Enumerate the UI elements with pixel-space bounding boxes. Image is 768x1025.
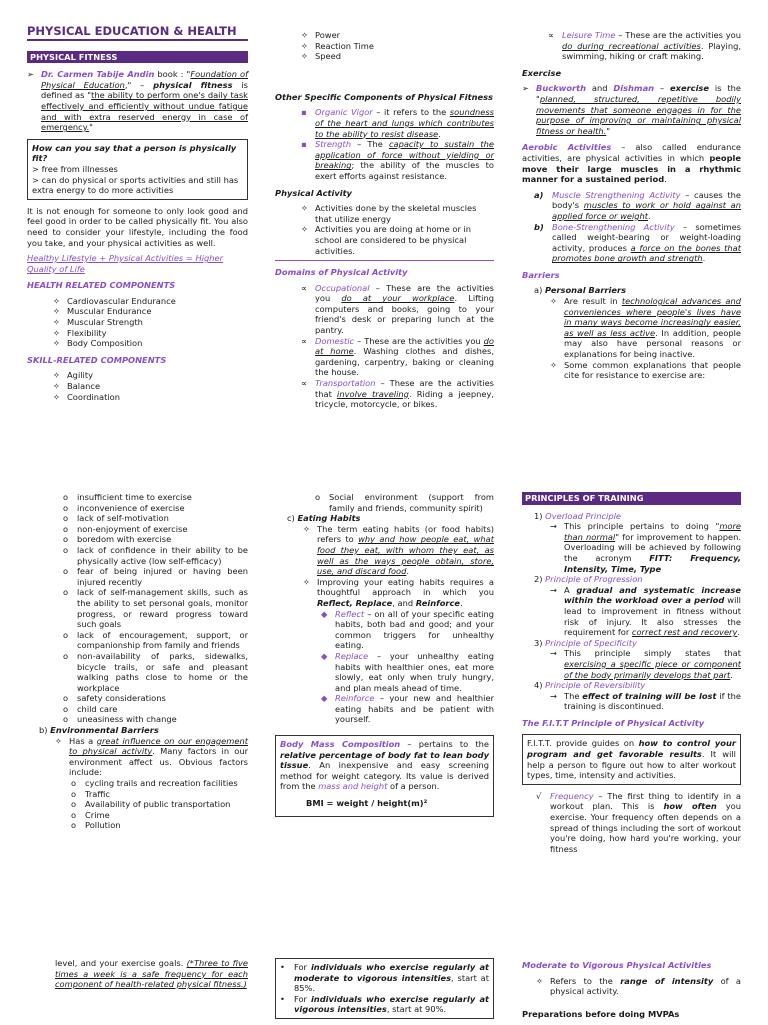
column-top-middle [275, 30, 494, 410]
list-item: o child care [63, 703, 118, 714]
environmental-barriers: b) Environmental Barriers ✧ Has a great influence on our engagement to physical activity. Many factors in our environment affect us. Obvious factors include: o cycling trails and recreation facilities o Traffic o Availability of public transportation o Crime o Pollution [39, 725, 249, 831]
mvpa-heading: Moderate to Vigorous Physical Activities [522, 960, 712, 970]
list-item: ✧ The term eating habits (or food habits) refers to why and how people eat, what food they eat, with whom they eat, as well as the ways people obtain, store, use, and discard food. [303, 523, 494, 577]
list-item: o Social environment (support from family and friends, community spirit) [315, 492, 494, 513]
list-item: o non-availability of parks, sidewalks, bicycle trails, or safe and pleasant walking paths close to home or the workplace [63, 650, 248, 693]
column-middle-right [522, 492, 741, 854]
diamond-bullet-icon: ✧ [53, 370, 60, 381]
diamond-bullet-icon: ✧ [301, 40, 308, 51]
eating-habits-list [287, 524, 494, 609]
list-item: ◆ Replace – your unhealthy eating habits with healthier ones, eat more slowly, eat only when truly hungry, and plan meals ahead of time. [321, 650, 494, 693]
health-related-list [27, 296, 248, 349]
list-item: ✧ Muscular Endurance [53, 306, 152, 317]
circle-bullet-icon: o [63, 492, 69, 502]
diamond-bullet-icon: ✧ [53, 306, 60, 317]
skill-related-list-continued [275, 30, 494, 62]
list-item: o Pollution [71, 820, 121, 831]
environmental-factors-list [39, 778, 248, 831]
aerobic-paragraph: Aerobic Activities – also called endurance activities, are physical activities in which people move their large muscles in a rhythmic manner for a sustained period. [522, 142, 742, 185]
diamond-bullet-icon: ✧ [53, 317, 60, 328]
list-item: ✧ Improving your eating habits requires a thoughtful approach in which you Reflect, Replace, and Reinforce. [303, 576, 494, 608]
diamond-bullet-icon: ✧ [301, 30, 308, 40]
bullet-icon: • [280, 993, 285, 1004]
list-item: o inconvenience of exercise [63, 502, 185, 513]
circle-bullet-icon: o [63, 587, 69, 598]
list-item: • For individuals who exercise regularly at vigorous intensities, start at 90%. [280, 993, 490, 1015]
list-item: o Crime [71, 809, 110, 820]
personal-barriers-list [534, 296, 741, 381]
bmi-formula: BMI = weight / height(m)² [306, 798, 428, 809]
circle-bullet-icon: o [71, 788, 77, 799]
list-item: ✧ Body Composition [53, 338, 143, 349]
diamond-bullet-icon: ✧ [301, 203, 308, 214]
domains-list [275, 283, 494, 410]
list-item: √ Frequency – The first thing to identify in a workout plan. This is how often you exercise. Your frequency often depends on a spread of things including the sort of workout you're doing, how hard you're working, your fitness [536, 790, 741, 854]
circle-bullet-icon: o [63, 566, 69, 577]
other-components-heading: Other Specific Components of Physical Fitness [275, 91, 493, 102]
circle-bullet-icon: o [63, 523, 69, 534]
diamond-bullet-icon: ◆ [321, 608, 328, 619]
exercise-list [522, 83, 741, 136]
health-related-heading: HEALTH RELATED COMPONENTS [27, 280, 176, 291]
circle-bullet-icon: o [63, 693, 69, 704]
diamond-bullet-icon: ✧ [550, 296, 557, 307]
list-item: • For individuals who exercise regularly at moderate to vigorous intensities, start at 85%. [280, 962, 490, 994]
list-item: o uneasiness with change [63, 714, 177, 725]
list-item: ✧ Are result in technological advances and conveniences where people's lives have in many ways become increasingly easier, as well as less active. In addition, people may also have personal reasons or explanations for being inactive. [550, 296, 741, 360]
circle-bullet-icon: o [71, 820, 77, 831]
diamond-bullet-icon: ✧ [53, 295, 60, 306]
environmental-barriers-desc [39, 736, 248, 778]
diamond-bullet-icon: ✧ [303, 576, 310, 587]
circle-bullet-icon: o [63, 544, 69, 555]
list-item: ✧ Has a great influence on our engagement to physical activity. Many factors in our environment affect us. Obvious factors include: [55, 735, 249, 778]
reflect-replace-list [287, 609, 494, 726]
list-item: ∝ Leisure Time – These are the activities you do during recreational activities. Playing, swimming, hiking or craft making. [548, 30, 742, 62]
list-item: o non-enjoyment of exercise [63, 523, 188, 534]
list-item: o safety considerations [63, 693, 166, 704]
exercise-reasons-list [27, 492, 248, 725]
diamond-bullet-icon: ✧ [53, 391, 60, 402]
list-item: ✧ Activities done by the skeletal muscles that utilize energy [301, 203, 477, 224]
bullet-icon: ∝ [301, 282, 307, 293]
list-item: ✧ Some common explanations that people cite for resistance to exercise are: [550, 359, 741, 381]
list-item: ✧ Flexibility [53, 327, 107, 338]
list-item: ✧ Speed [301, 51, 342, 62]
check-icon: √ [536, 790, 542, 801]
list-item: → This principle simply states that exercising a specific piece or component of the body primarily develops that part. [550, 648, 741, 680]
list-item: o cycling trails and recreation facilities [71, 778, 238, 789]
skill-related-list [27, 370, 248, 402]
circle-bullet-icon: o [63, 502, 69, 513]
diamond-bullet-icon: ✧ [53, 327, 60, 338]
list-item: → A gradual and systematic increase within the workload over a period will lead to improvement in fitness without risk of injury. It also stresses the requirement for correct rest and recovery. [550, 584, 741, 638]
definition-list [27, 69, 248, 133]
circle-bullet-icon: o [63, 513, 69, 524]
definition-item: ➢ Dr. Carmen Tabije Andin book : "Foundation of Physical Education," – physical fitness is defined as "the ability to perform one's daily task effectively and efficiently without undue fatigue and with extra reserved energy in case of emergency." [27, 69, 248, 133]
arrow-right-icon: → [550, 648, 557, 659]
personal-barriers: a) Personal Barriers ✧ Are result in technological advances and conveniences where people's lives have in many ways become increasingly easier, as well as less active. In addition, people may also have personal reasons or explanations for being inactive. ✧ Some common explanations that people cite for resistance to exercise are: [534, 285, 741, 381]
list-item: o lack of self-motivation [63, 513, 169, 524]
diamond-bullet-icon: ✧ [301, 51, 308, 62]
other-components-list [275, 107, 494, 181]
arrow-bullet-icon: ➢ [522, 83, 529, 94]
list-item: o boredom with exercise [63, 534, 172, 545]
exercise-heading: Exercise [522, 67, 562, 78]
fitness-question-box [27, 139, 248, 200]
arrow-right-icon: → [550, 521, 557, 532]
square-bullet-icon: ▪ [301, 107, 307, 118]
circle-bullet-icon: o [71, 799, 77, 810]
list-item: ∝ Transportation – These are the activities that involve traveling. Riding a jeepney, tricycle, motorcycle, or bikes. [301, 378, 495, 410]
mvpa-preparations-heading: Preparations before doing MVPAs [522, 1008, 680, 1019]
frequency-continued: level, and your exercise goals. (*Three to five times a week is a safe frequency for each component of health-related physical fitness.) [55, 958, 248, 990]
circle-bullet-icon: o [63, 703, 69, 714]
column-bottom-middle [275, 958, 494, 1025]
list-item: o insufficient time to exercise [63, 492, 192, 502]
column-middle-middle [275, 492, 494, 823]
arrow-right-icon: → [550, 584, 557, 595]
social-list [275, 492, 494, 513]
list-item: o lack of self-management skills, such as the ability to set personal goals, monitor progress, or reward progress toward such goals [63, 587, 248, 630]
circle-bullet-icon: o [63, 714, 69, 725]
leisure-list [522, 30, 741, 62]
list-item: ✧ Muscular Strength [53, 317, 143, 328]
skill-related-heading: SKILL-RELATED COMPONENTS [27, 354, 167, 365]
list-item: o Availability of public transportation [71, 799, 231, 810]
diamond-bullet-icon: ✧ [55, 735, 62, 746]
list-item: ∝ Domestic – These are the activities you do at home. Washing clothes and dishes, gardening, carpentry, baking or cleaning the house. [301, 335, 494, 378]
circle-bullet-icon: o [71, 778, 77, 789]
square-bullet-icon: ▪ [301, 139, 307, 150]
column-top-right [522, 30, 741, 381]
diamond-bullet-icon: ✧ [536, 975, 543, 986]
column-bottom-left [27, 958, 248, 995]
circle-bullet-icon: o [63, 629, 69, 640]
list-item: ✧ Balance [53, 381, 101, 392]
section-bar-physical-fitness: PHYSICAL FITNESS [27, 51, 248, 64]
physical-activity-list [275, 203, 494, 256]
diamond-bullet-icon: ◆ [321, 693, 328, 704]
box-question: How can you say that a person is physically fit? [32, 142, 237, 164]
body-mass-box: Body Mass Composition – pertains to the relative percentage of body fat to lean body tissue. An inexpensive and easy screening method for weight category. Its value is derived from the mass and height of a person. BMI = weight / height(m)² [275, 735, 494, 817]
list-item: ▪ Strength – The capacity to sustain the application of force without yielding or breaking; the ability of the muscles to exert efforts against resistance. [301, 139, 494, 181]
circle-bullet-icon: o [71, 809, 77, 820]
arrow-right-icon: → [550, 690, 557, 701]
intensity-box [275, 958, 494, 1019]
list-item: b) Bone-Strengthening Activity – sometimes called weight-bearing or weight-loading activity, produces a force on the bones that promotes bone growth and strength. [534, 221, 742, 264]
list-item: ✧ Reaction Time [301, 40, 374, 51]
list-item: ▪ Organic Vigor – it refers to the soundness of the heart and lungs which contributes to the ability to resist disease. [301, 107, 494, 139]
domains-heading: Domains of Physical Activity [275, 267, 408, 278]
bullet-icon: • [280, 962, 285, 972]
bullet-icon: ∝ [548, 30, 554, 40]
list-item: ◆ Reinforce – your new and healthier eating habits and be patient with yourself. [321, 693, 494, 725]
list-item: a) Muscle Strengthening Activity – causes the body's muscles to work or hold against an applied force or weight. [534, 189, 742, 221]
column-top-left [27, 26, 248, 402]
barriers-heading: Barriers [522, 269, 560, 280]
fitt-heading: The F.I.T.T Principle of Physical Activity [522, 717, 705, 728]
lifestyle-formula: Healthy Lifestyle + Physical Activities = Higher Quality of Life [27, 253, 224, 274]
physical-activity-heading: Physical Activity [275, 187, 352, 198]
list-item: ✧ Power [301, 30, 341, 40]
fitt-list [522, 791, 741, 855]
list-item: ➢ Buckworth and Dishman – exercise is the "planned, structured, repetitive bodily movements that someone engages in for the purpose of improving or maintaining physical fitness or health." [522, 83, 741, 136]
list-item: ∝ Occupational – These are the activities you do at your workplace. Lifting computers and books, going to your friend's desk or preparing lunch at the pantry. [301, 282, 495, 336]
diamond-bullet-icon: ✧ [550, 359, 557, 370]
list-item: ✧ Refers to the range of intensity of a physical activity. [536, 975, 741, 997]
diamond-bullet-icon: ✧ [53, 381, 60, 392]
column-bottom-right [522, 960, 741, 1024]
list-item: o fear of being injured or having been injured recently [63, 566, 248, 587]
principles-list: 1) Overload Principle → This principle pertains to doing "more than normal" for improvement to happen. Overloading will be achieved by following the acronym FITT: Frequency, Intensity, Time, Type 2) Principle of Progression → A gradual and systematic increase within the workload over a period will lead to improvement in fitness without risk of injury. It also stresses the requirement for correct rest and recovery. 3) Principle of Specificity → This principle simply states that exercising a specific piece or component of the body primarily develops that part. 4) Principle of Reversibility → The effect of training will be lost if the training is discontinued. [534, 510, 741, 712]
mvpa-list [522, 976, 741, 997]
box-line: > free from illnesses [32, 163, 118, 174]
circle-bullet-icon: o [315, 492, 321, 502]
list-item: ◆ Reflect – on all of your specific eating habits, both bad and good; and your common triggers for unhealthy eating. [321, 608, 494, 651]
section-bar-principles: PRINCIPLES OF TRAINING [522, 492, 741, 505]
list-item: → The effect of training will be lost if the training is discontinued. [550, 690, 741, 712]
list-item: o lack of encouragement, support, or companionship from family and friends [63, 629, 248, 651]
page-title: PHYSICAL EDUCATION & HEALTH [27, 26, 248, 41]
circle-bullet-icon: o [63, 534, 69, 545]
aerobic-types-list [522, 190, 741, 264]
list-item: ✧ Activities you are doing at home or in school are considered to be physical activities. [301, 224, 472, 256]
diamond-bullet-icon: ◆ [321, 650, 328, 661]
diamond-bullet-icon: ✧ [301, 224, 308, 235]
list-item: ✧ Agility [53, 370, 94, 381]
list-item: ✧ Coordination [53, 391, 121, 402]
list-item: → This principle pertains to doing "more than normal" for improvement to happen. Overloading will be achieved by following the acronym FITT: Frequency, Intensity, Time, Type [550, 521, 741, 574]
column-middle-left [27, 492, 248, 831]
diamond-bullet-icon: ✧ [53, 338, 60, 349]
diamond-bullet-icon: ✧ [303, 523, 310, 534]
bullet-icon: ∝ [301, 335, 307, 346]
eating-habits: c) Eating Habits ✧ The term eating habits (or food habits) refers to why and how people eat, what food they eat, with whom they eat, as well as the ways people obtain, store, use, and discard food. ✧ Improving your eating habits requires a thoughtful approach in which you Reflect, Replace, and Reinforce. ◆ Reflect – on all of your specific eating habits, both bad and good; and your common triggers for unhealthy eating. ◆ Replace – your unhealthy eating habits with healthier ones, eat more slowly, eat only when truly hungry, and plan meals ahead of time. ◆ Reinforce – your new and healthier eating habits and be patient with yourself. [287, 513, 494, 725]
circle-bullet-icon: o [63, 650, 69, 661]
lifestyle-paragraph: It is not enough for someone to only look good and feel good in order to be called physically fit. You also need to consider your lifestyle, including the food you take, and your physical activities as well. [27, 205, 248, 248]
list-item: o Traffic [71, 788, 110, 799]
box-line: > can do physical or sports activities and still has extra energy to do more activities [32, 174, 239, 196]
arrow-bullet-icon: ➢ [27, 69, 34, 80]
list-item: ✧ Cardiovascular Endurance [53, 295, 176, 306]
bullet-icon: ∝ [301, 378, 307, 389]
fitt-box: F.I.T.T. provide guides on how to control your program and get favorable results. It will help a person to figure out how to alter workout types, time, intensity and activities. [522, 734, 741, 784]
list-item: o lack of confidence in their ability to be physically active (low self-efficacy) [63, 544, 248, 566]
